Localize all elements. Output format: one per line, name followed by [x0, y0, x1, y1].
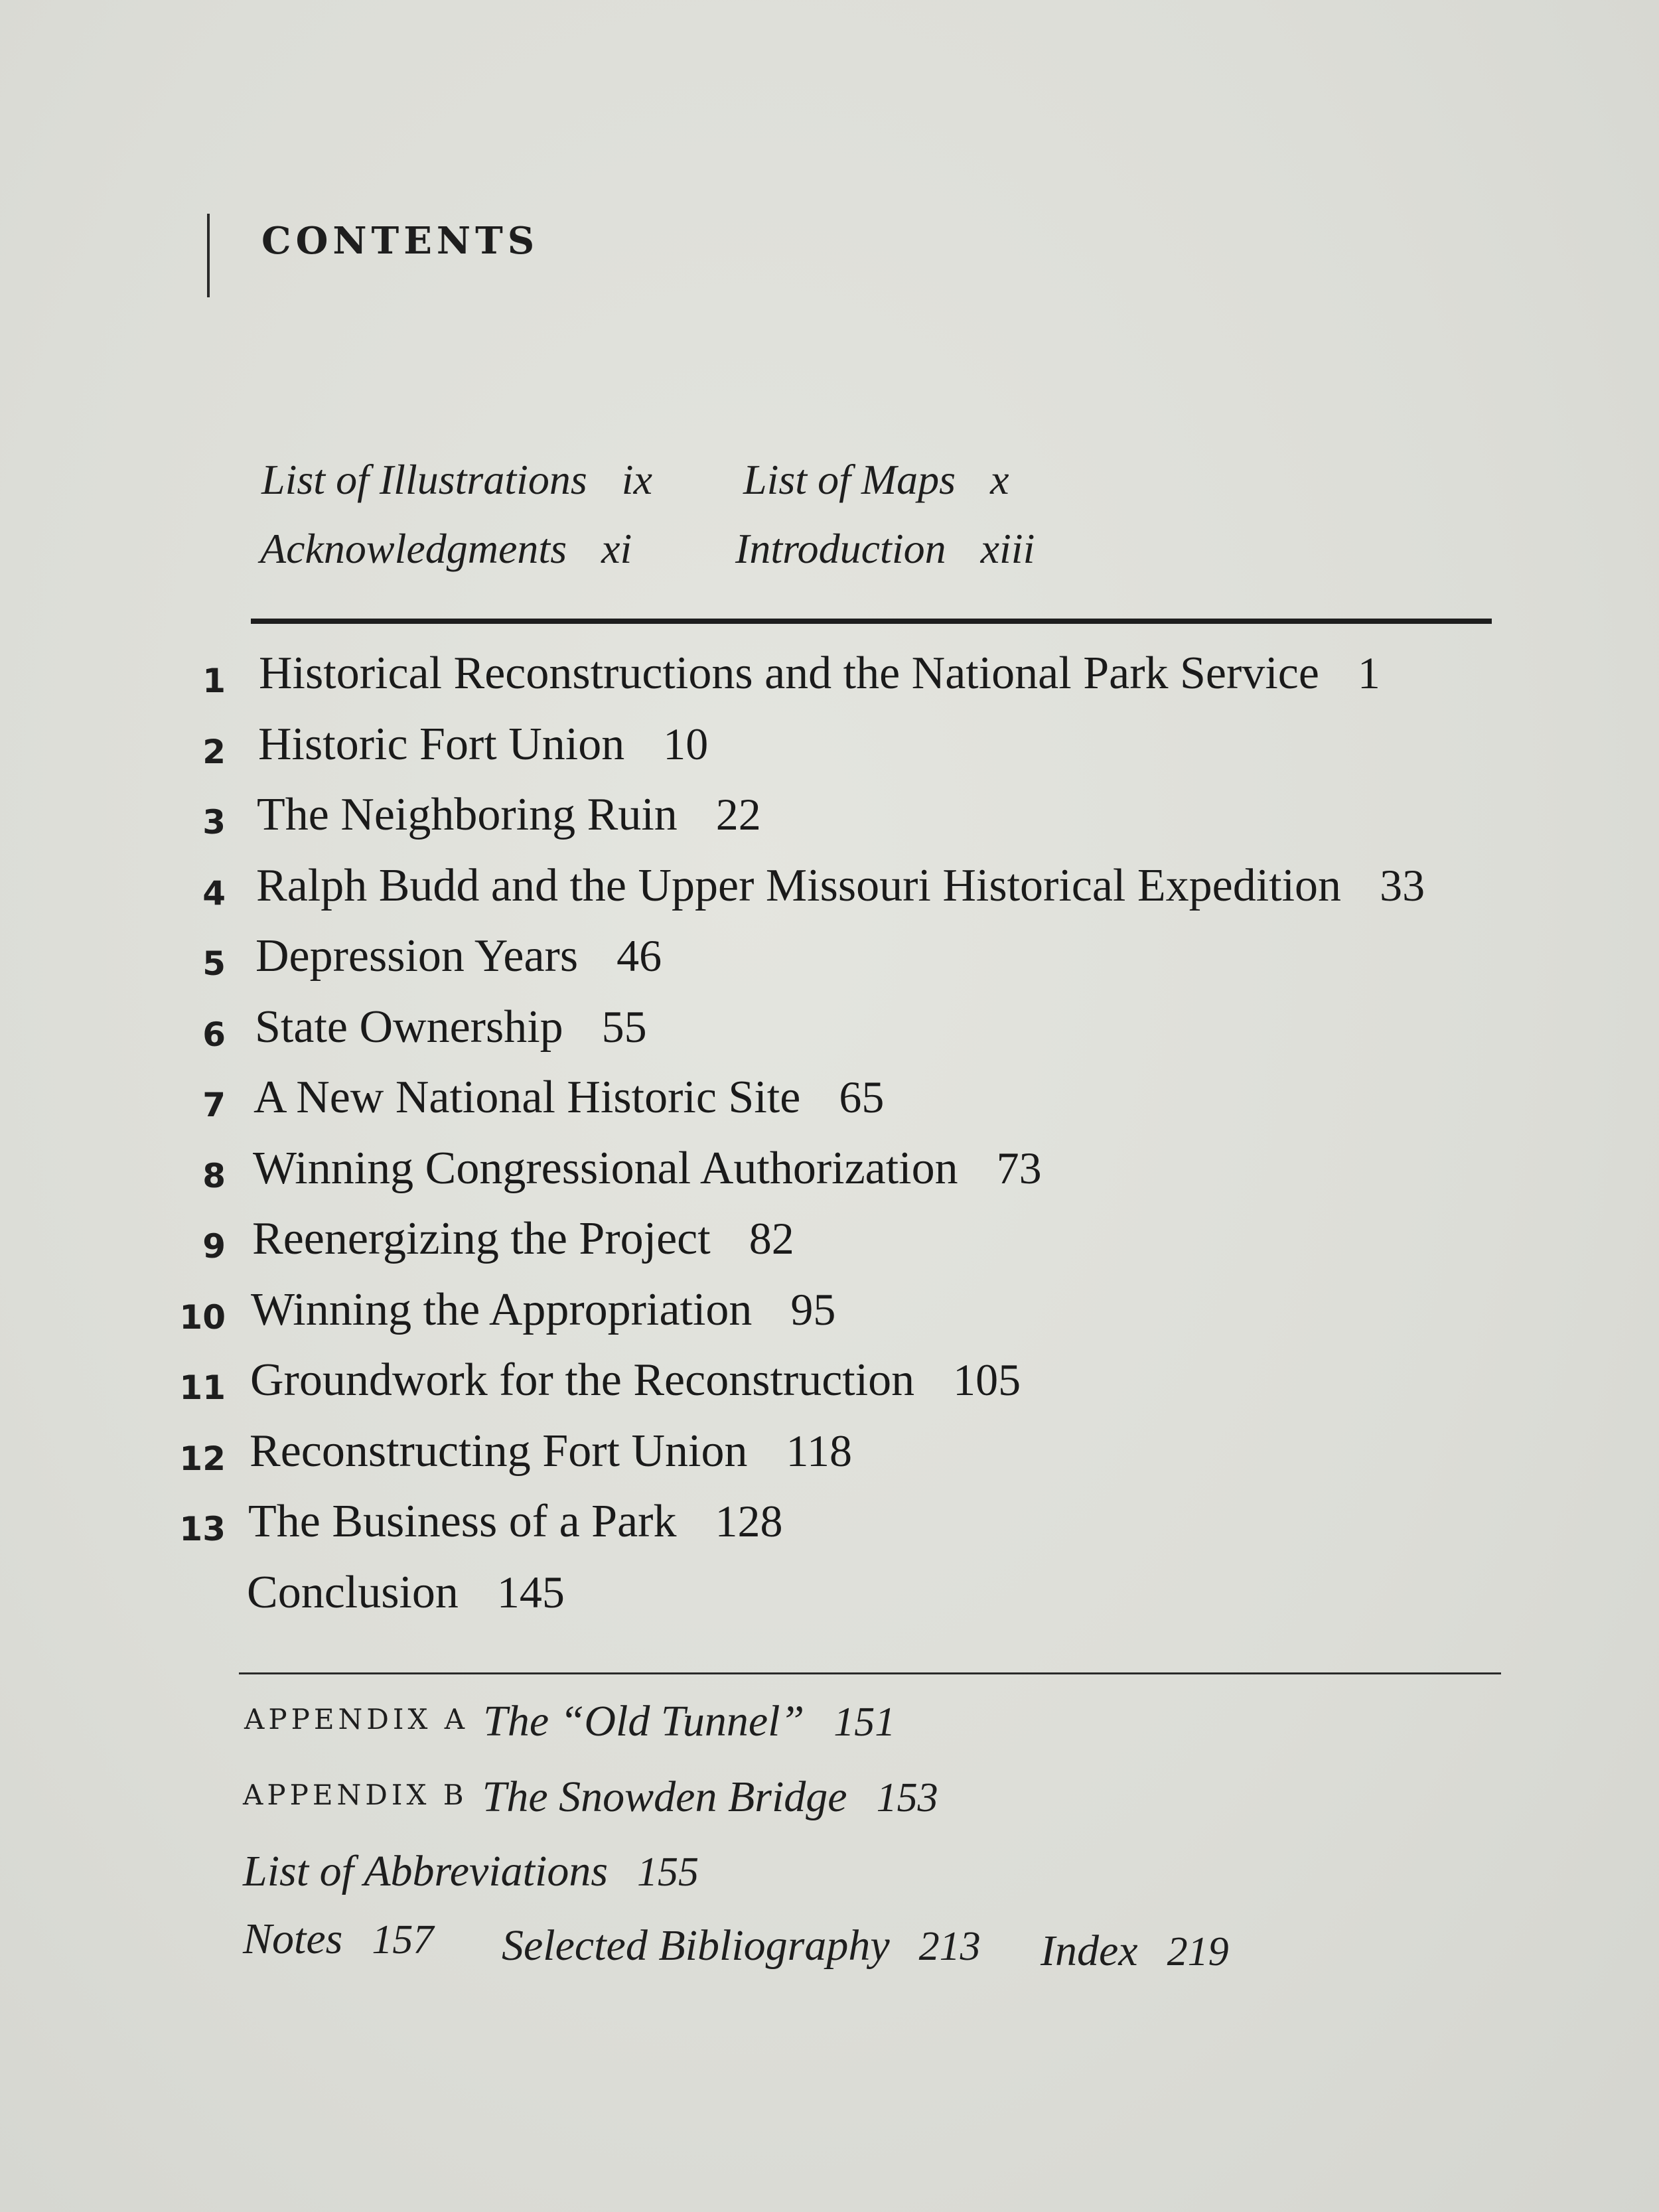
chapter-row	[0, 1213, 1659, 1284]
appendix-b	[243, 1772, 938, 1822]
chapter-page: 22	[715, 789, 761, 840]
back-matter-divider	[239, 1672, 1501, 1674]
chapter-page: 128	[715, 1496, 783, 1546]
chapter-title-text: Depression Years	[255, 930, 579, 982]
appendix-title: The Snowden Bridge	[482, 1773, 847, 1821]
heading-rule	[207, 214, 210, 297]
chapter-title-text: State Ownership	[255, 1001, 563, 1053]
chapter-title	[247, 1566, 565, 1619]
chapter-page: 145	[496, 1566, 565, 1617]
chapter-row	[0, 1354, 1659, 1425]
appendix-label: APPENDIX A	[244, 1703, 469, 1735]
chapter-title	[256, 859, 1425, 913]
front-item-page: xiii	[980, 525, 1035, 572]
chapter-title	[255, 930, 662, 983]
chapter-title-text: Groundwork for the Reconstruction	[250, 1355, 915, 1406]
front-item-introduction	[735, 524, 1035, 573]
front-item-title: Acknowledgments	[260, 525, 567, 572]
back-item-title: Selected Bibliography	[502, 1921, 890, 1970]
chapter-title	[253, 1071, 884, 1124]
chapter-number: 6	[202, 1015, 226, 1054]
chapter-title	[253, 1142, 1042, 1195]
chapter-row	[0, 788, 1659, 859]
front-item-acknowledgments	[260, 524, 632, 573]
chapter-page: 1	[1357, 648, 1380, 698]
front-item-title: Introduction	[735, 525, 946, 572]
chapter-title	[255, 1001, 647, 1054]
chapter-row	[0, 718, 1659, 789]
chapter-title	[258, 718, 708, 771]
chapter-title	[250, 1354, 1021, 1407]
index	[1041, 1926, 1229, 1976]
chapter-row	[0, 1495, 1659, 1566]
chapter-number: 8	[202, 1156, 226, 1195]
back-item-title: Index	[1041, 1927, 1138, 1975]
chapter-number: 13	[179, 1510, 226, 1548]
chapter-title	[259, 647, 1380, 700]
chapter-title	[248, 1495, 782, 1548]
chapter-page: 73	[996, 1142, 1042, 1193]
chapter-page: 95	[790, 1284, 836, 1335]
chapter-row	[0, 647, 1659, 718]
chapter-number: 12	[179, 1439, 226, 1478]
appendix-label: APPENDIX B	[243, 1779, 468, 1811]
chapter-title-text: Historic Fort Union	[258, 718, 625, 770]
chapter-title-text: Conclusion	[247, 1566, 459, 1618]
back-item-page: 157	[372, 1917, 434, 1962]
chapter-row	[0, 859, 1659, 930]
front-item-title: List of Illustrations	[261, 456, 587, 503]
chapter-title	[250, 1425, 852, 1478]
chapter-title	[257, 788, 761, 842]
chapter-row	[0, 930, 1659, 1001]
appendix-a	[244, 1696, 895, 1747]
chapter-page: 65	[839, 1072, 885, 1122]
chapter-page: 55	[601, 1001, 647, 1052]
chapter-number: 4	[202, 873, 226, 913]
chapter-title-text: Reconstructing Fort Union	[250, 1425, 748, 1477]
back-item-page: 219	[1167, 1929, 1229, 1974]
chapter-page: 33	[1380, 859, 1425, 911]
page-title: CONTENTS	[261, 219, 540, 263]
chapter-row	[0, 1425, 1659, 1496]
chapter-title-text: Reenergizing the Project	[252, 1213, 711, 1264]
front-item-page: xi	[601, 525, 632, 572]
chapter-row	[0, 1284, 1659, 1355]
chapter-title-text: Historical Reconstructions and the National Park Service	[259, 648, 1319, 699]
chapter-number: 10	[179, 1297, 226, 1337]
back-item-page: 213	[918, 1924, 981, 1969]
appendix-page: 151	[833, 1700, 896, 1745]
chapter-page: 46	[616, 930, 662, 981]
chapter-page: 118	[786, 1425, 852, 1476]
chapter-number: 9	[202, 1227, 226, 1266]
back-item-title: List of Abbreviations	[243, 1847, 609, 1895]
chapter-title	[251, 1284, 835, 1337]
chapter-page: 105	[953, 1355, 1021, 1405]
chapter-number: 5	[202, 944, 226, 983]
notes	[243, 1914, 433, 1964]
chapter-number: 1	[202, 662, 226, 700]
section-divider	[251, 619, 1492, 624]
chapter-title-text: The Business of a Park	[248, 1496, 677, 1547]
front-item-page: ix	[621, 456, 652, 503]
list-of-abbreviations	[243, 1846, 699, 1897]
front-item-page: x	[990, 456, 1009, 503]
chapter-number: 11	[179, 1368, 226, 1407]
chapter-number: 7	[202, 1086, 226, 1124]
front-item-maps	[743, 455, 1009, 504]
chapter-title-text: The Neighboring Ruin	[257, 789, 678, 840]
chapter-row-conclusion	[0, 1566, 1659, 1637]
front-item-title: List of Maps	[743, 456, 956, 503]
chapter-page: 82	[749, 1213, 794, 1264]
chapter-title-text: A New National Historic Site	[253, 1072, 801, 1123]
chapter-list	[0, 647, 1659, 1637]
chapter-row	[0, 1142, 1659, 1213]
chapter-number: 2	[202, 732, 226, 771]
front-item-illustrations	[261, 455, 652, 504]
chapter-title-text: Winning the Appropriation	[251, 1284, 753, 1335]
chapter-title-text: Winning Congressional Authorization	[253, 1142, 958, 1194]
chapter-title	[252, 1213, 794, 1266]
chapter-row	[0, 1001, 1659, 1072]
appendix-title: The “Old Tunnel”	[483, 1697, 805, 1745]
back-item-title: Notes	[243, 1915, 343, 1963]
appendix-page: 153	[876, 1775, 938, 1820]
chapter-number: 3	[202, 803, 226, 842]
selected-bibliography	[502, 1921, 981, 1971]
back-item-page: 155	[637, 1850, 699, 1895]
chapter-row	[0, 1071, 1659, 1142]
chapter-page: 10	[663, 718, 709, 769]
chapter-title-text: Ralph Budd and the Upper Missouri Historical Expedition	[256, 859, 1342, 911]
